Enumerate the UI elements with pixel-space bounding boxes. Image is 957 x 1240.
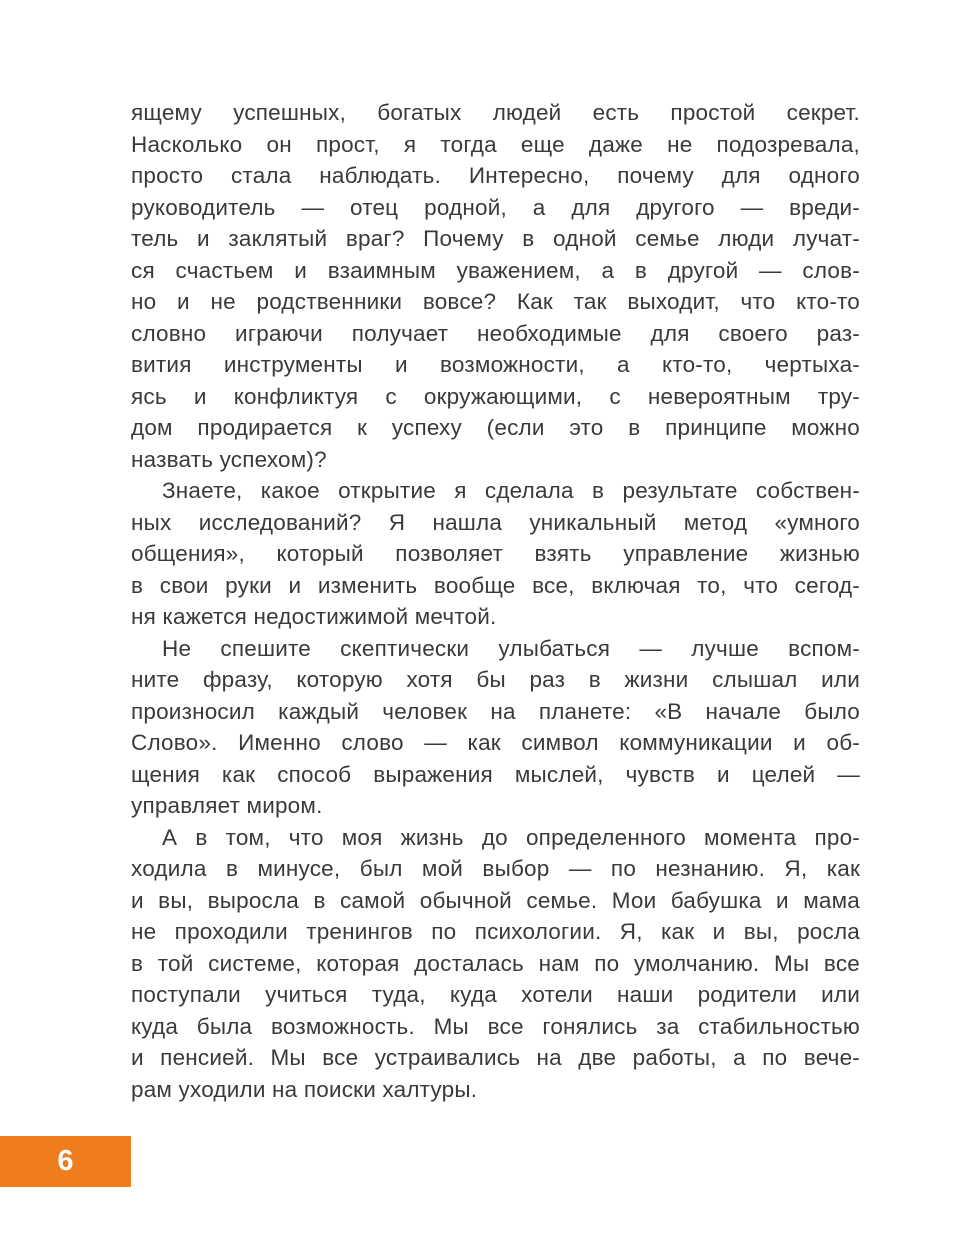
text-line: рам уходили на поиски халтуры. xyxy=(131,1076,478,1102)
text-line: в той системе, которая досталась нам по умолчанию. Мы все xyxy=(131,950,860,976)
text-line: ните фразу, которую хотя бы раз в жизни слышал или xyxy=(131,667,860,692)
text-line: щения как способ выражения мыслей, чувств и целей — xyxy=(131,761,860,787)
text-line: ящему успешных, богатых людей есть простой секрет. xyxy=(131,100,860,125)
paragraph xyxy=(131,822,860,1106)
paragraph xyxy=(131,475,860,633)
text-line: ясь и конфликтуя с окружающими, с невероятным тру- xyxy=(131,383,860,409)
text-line: Насколько он прост, я тогда еще даже не подозревала, xyxy=(131,131,860,157)
text-line: управляет миром. xyxy=(131,793,323,818)
text-line: не проходили тренингов по психологии. Я, как и вы, росла xyxy=(131,919,860,944)
text-line: ня кажется недостижимой мечтой. xyxy=(131,604,497,629)
page-number: 6 xyxy=(57,1145,74,1177)
text-line: Не спешите скептически улыбаться — лучше вспом- xyxy=(162,635,860,661)
text-line: поступали учиться туда, куда хотели наши родители или xyxy=(131,982,860,1007)
text-line: дом продирается к успеху (если это в принципе можно xyxy=(131,415,860,440)
text-line: просто стала наблюдать. Интересно, почему для одного xyxy=(131,163,860,188)
text-line: назвать успехом)? xyxy=(131,446,327,472)
paragraph xyxy=(131,97,860,475)
text-line: ся счастьем и взаимным уважением, а в другой — слов- xyxy=(131,257,860,283)
text-line: в свои руки и изменить вообще все, включая то, что сегод- xyxy=(131,572,860,598)
text-line: и вы, выросла в самой обычной семье. Мои бабушка и мама xyxy=(131,887,860,913)
text-line: тель и заклятый враг? Почему в одной семье люди лучат- xyxy=(131,226,860,251)
text-line: Слово». Именно слово — как символ коммуникации и об- xyxy=(131,730,860,755)
text-line: ходила в минусе, был мой выбор — по незнанию. Я, как xyxy=(131,856,860,881)
text-line: вития инструменты и возможности, а кто-то, чертыха- xyxy=(131,352,860,377)
text-line: произносил каждый человек на планете: «В начале было xyxy=(131,698,860,724)
page-number-box xyxy=(0,1136,131,1187)
paragraph xyxy=(131,633,860,822)
text-line: куда была возможность. Мы все гонялись за стабильностью xyxy=(131,1013,860,1039)
text-line: А в том, что моя жизнь до определенного момента про- xyxy=(162,824,860,850)
text-line: ных исследований? Я нашла уникальный метод «умного xyxy=(131,509,860,535)
text-line: Знаете, какое открытие я сделала в результате собствен- xyxy=(162,478,860,503)
text-line: общения», который позволяет взять управление жизнью xyxy=(131,541,860,566)
text-line: но и не родственники вовсе? Как так выходит, что кто-то xyxy=(131,289,860,314)
text-line: и пенсией. Мы все устраивались на две работы, а по вече- xyxy=(131,1045,860,1070)
text-line: словно играючи получает необходимые для своего раз- xyxy=(131,320,860,346)
text-block xyxy=(131,97,860,1105)
text-line: руководитель — отец родной, а для другого — вреди- xyxy=(131,194,860,220)
